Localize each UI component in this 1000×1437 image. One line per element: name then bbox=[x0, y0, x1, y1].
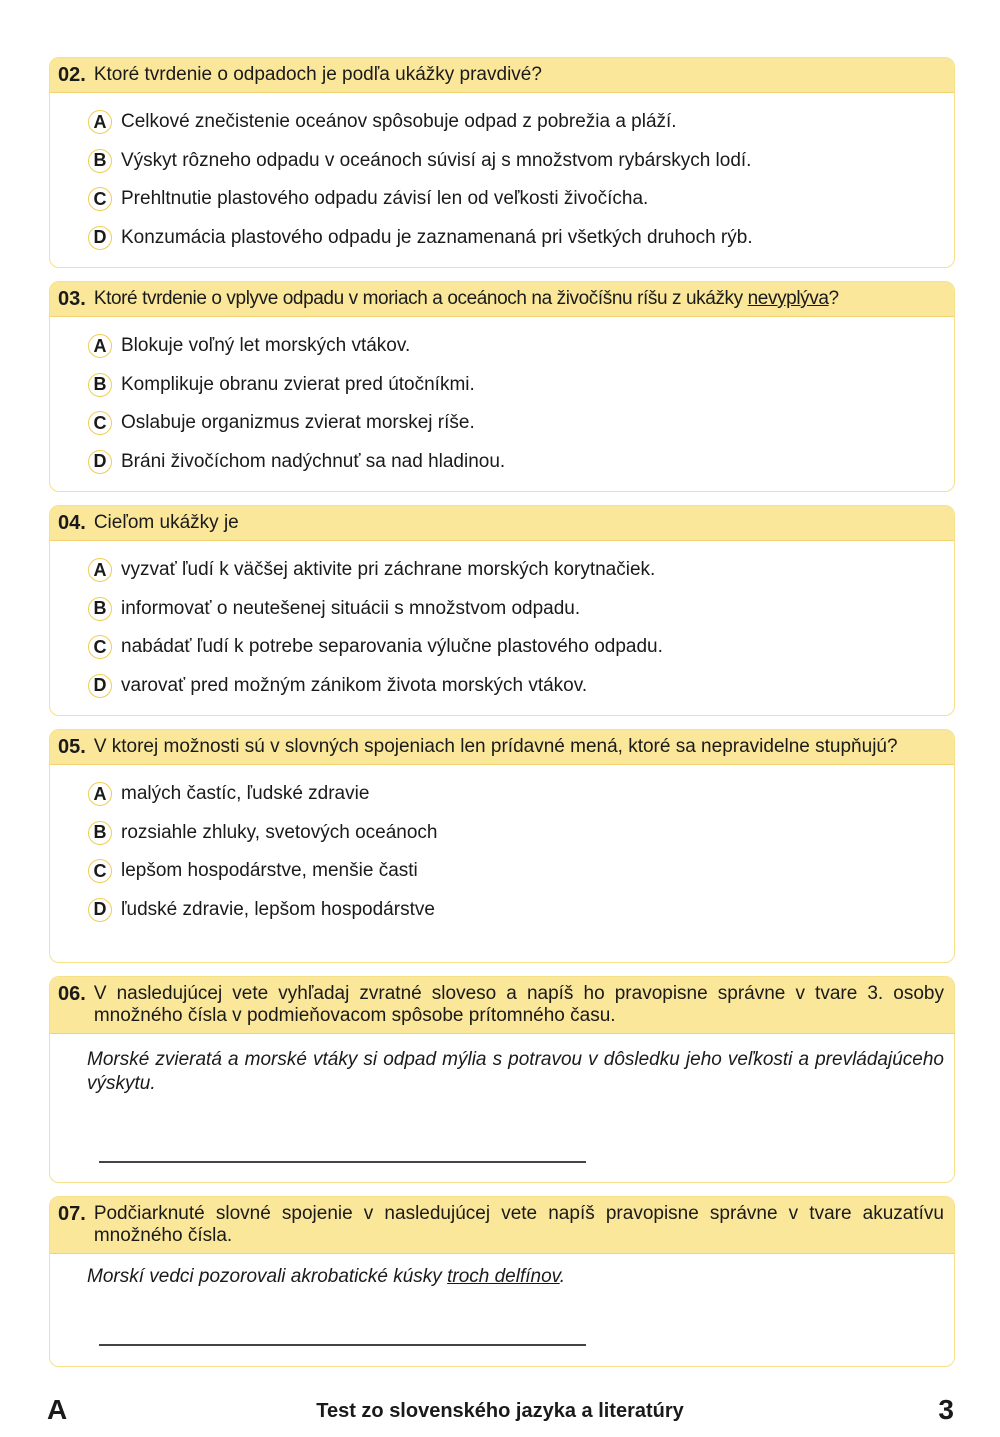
option-letter[interactable]: B bbox=[88, 597, 112, 621]
question-04 bbox=[49, 505, 955, 716]
question-text bbox=[94, 288, 944, 310]
option-d[interactable] bbox=[88, 443, 954, 482]
question-header bbox=[50, 977, 954, 1034]
question-header bbox=[50, 1197, 954, 1254]
option-text: informovať o neutešenej situácii s množstvom odpadu. bbox=[121, 597, 581, 619]
option-d[interactable] bbox=[88, 891, 954, 930]
example-sentence bbox=[50, 1254, 954, 1289]
question-text: Cieľom ukážky je bbox=[93, 512, 239, 533]
option-text: Bráni živočíchom nadýchnuť sa nad hladinou. bbox=[121, 450, 506, 472]
option-b[interactable] bbox=[88, 590, 954, 629]
option-text: Blokuje voľný let morských vtákov. bbox=[121, 335, 411, 357]
option-text: Prehltnutie plastového odpadu závisí len od veľkosti živočícha. bbox=[121, 188, 649, 210]
question-text: V ktorej možnosti sú v slovných spojeniach len prídavné mená, ktoré sa nepravidelne stupňujú? bbox=[93, 736, 898, 757]
option-text: nabádať ľudí k potrebe separovania výlučne plastového odpadu. bbox=[121, 636, 663, 658]
options-list bbox=[50, 93, 954, 257]
option-b[interactable] bbox=[88, 142, 954, 181]
option-letter[interactable]: B bbox=[88, 373, 112, 397]
option-letter[interactable]: D bbox=[88, 898, 112, 922]
question-number: 03. bbox=[58, 288, 86, 310]
question-header bbox=[50, 506, 954, 541]
question-number: 02. bbox=[58, 64, 86, 86]
option-letter[interactable]: C bbox=[88, 187, 112, 211]
question-02 bbox=[49, 57, 955, 268]
option-text: vyzvať ľudí k väčšej aktivite pri záchrane morských korytnačiek. bbox=[121, 559, 656, 581]
sentence-part: Morskí vedci pozorovali akrobatické kúsky bbox=[87, 1266, 448, 1287]
question-number: 05. bbox=[58, 736, 86, 758]
option-letter[interactable]: A bbox=[88, 110, 112, 134]
example-sentence: Morské zvieratá a morské vtáky si odpad mýlia s potravou v dôsledku jeho veľkosti a prevládajúceho výskytu. bbox=[87, 1049, 944, 1094]
option-letter[interactable]: B bbox=[88, 149, 112, 173]
option-d[interactable] bbox=[88, 219, 954, 258]
question-text: Podčiarknuté slovné spojenie v nasledujúcej vete napíš pravopisne správne v tvare akuzatívu množného čísla. bbox=[93, 1203, 944, 1246]
question-text-part: ? bbox=[828, 288, 839, 309]
option-letter[interactable]: A bbox=[88, 334, 112, 358]
option-c[interactable] bbox=[88, 404, 954, 443]
question-text: V nasledujúcej vete vyhľadaj zvratné sloveso a napíš ho pravopisne správne v tvare 3. osoby množného čísla v podmieňovacom spôsobe prítomného času. bbox=[93, 983, 944, 1026]
answer-line[interactable] bbox=[99, 1344, 586, 1346]
question-text: Ktoré tvrdenie o odpadoch je podľa ukážky pravdivé? bbox=[93, 64, 542, 85]
option-c[interactable] bbox=[88, 628, 954, 667]
sentence-part: . bbox=[559, 1266, 566, 1287]
option-letter[interactable]: C bbox=[88, 859, 112, 883]
question-header bbox=[50, 58, 954, 93]
question-number: 06. bbox=[58, 983, 86, 1005]
test-variant: A bbox=[47, 1394, 68, 1425]
page-footer bbox=[0, 1394, 1000, 1428]
option-c[interactable] bbox=[88, 180, 954, 219]
option-text: varovať pred možným zánikom života morských vtákov. bbox=[121, 674, 588, 696]
option-text: ľudské zdravie, lepšom hospodárstve bbox=[121, 898, 435, 920]
option-b[interactable] bbox=[88, 814, 954, 853]
options-list bbox=[50, 317, 954, 481]
option-letter[interactable]: D bbox=[88, 450, 112, 474]
question-03 bbox=[49, 281, 955, 492]
option-text: Výskyt rôzneho odpadu v oceánoch súvisí aj s množstvom rybárskych lodí. bbox=[121, 149, 752, 171]
question-header bbox=[50, 730, 954, 765]
option-letter[interactable]: A bbox=[88, 558, 112, 582]
question-header bbox=[50, 282, 954, 317]
option-letter[interactable]: B bbox=[88, 821, 112, 845]
option-c[interactable] bbox=[88, 852, 954, 891]
option-letter[interactable]: C bbox=[88, 635, 112, 659]
underlined-phrase: troch delfínov bbox=[447, 1266, 560, 1287]
option-a[interactable] bbox=[88, 775, 954, 814]
option-letter[interactable]: D bbox=[88, 226, 112, 250]
option-b[interactable] bbox=[88, 366, 954, 405]
options-list bbox=[50, 765, 954, 929]
option-a[interactable] bbox=[88, 103, 954, 142]
page-number: 3 bbox=[938, 1394, 954, 1425]
option-text: Celkové znečistenie oceánov spôsobuje odpad z pobrežia a pláží. bbox=[121, 111, 677, 133]
options-list bbox=[50, 541, 954, 705]
option-a[interactable] bbox=[88, 551, 954, 590]
answer-line[interactable] bbox=[99, 1161, 586, 1163]
option-text: lepšom hospodárstve, menšie časti bbox=[121, 860, 418, 882]
option-text: Oslabuje organizmus zvierat morskej ríše. bbox=[121, 412, 475, 434]
option-letter[interactable]: A bbox=[88, 782, 112, 806]
question-text-part: Ktoré tvrdenie o vplyve odpadu v moriach a oceánoch na živočíšnu ríšu z ukážky bbox=[93, 288, 748, 309]
question-07 bbox=[49, 1196, 955, 1367]
option-a[interactable] bbox=[88, 327, 954, 366]
option-text: Komplikuje obranu zvierat pred útočníkmi. bbox=[121, 373, 475, 395]
option-letter[interactable]: D bbox=[88, 674, 112, 698]
option-d[interactable] bbox=[88, 667, 954, 706]
question-number: 07. bbox=[58, 1203, 86, 1225]
underlined-word: nevyplýva bbox=[747, 288, 829, 309]
question-06 bbox=[49, 976, 955, 1183]
option-text: Konzumácia plastového odpadu je zaznamenaná pri všetkých druhoch rýb. bbox=[121, 226, 753, 248]
option-text: malých častíc, ľudské zdravie bbox=[121, 783, 370, 805]
question-05 bbox=[49, 729, 955, 963]
option-letter[interactable]: C bbox=[88, 411, 112, 435]
footer-title: Test zo slovenského jazyka a literatúry bbox=[316, 1400, 684, 1422]
question-number: 04. bbox=[58, 512, 86, 534]
option-text: rozsiahle zhluky, svetových oceánoch bbox=[121, 821, 438, 843]
